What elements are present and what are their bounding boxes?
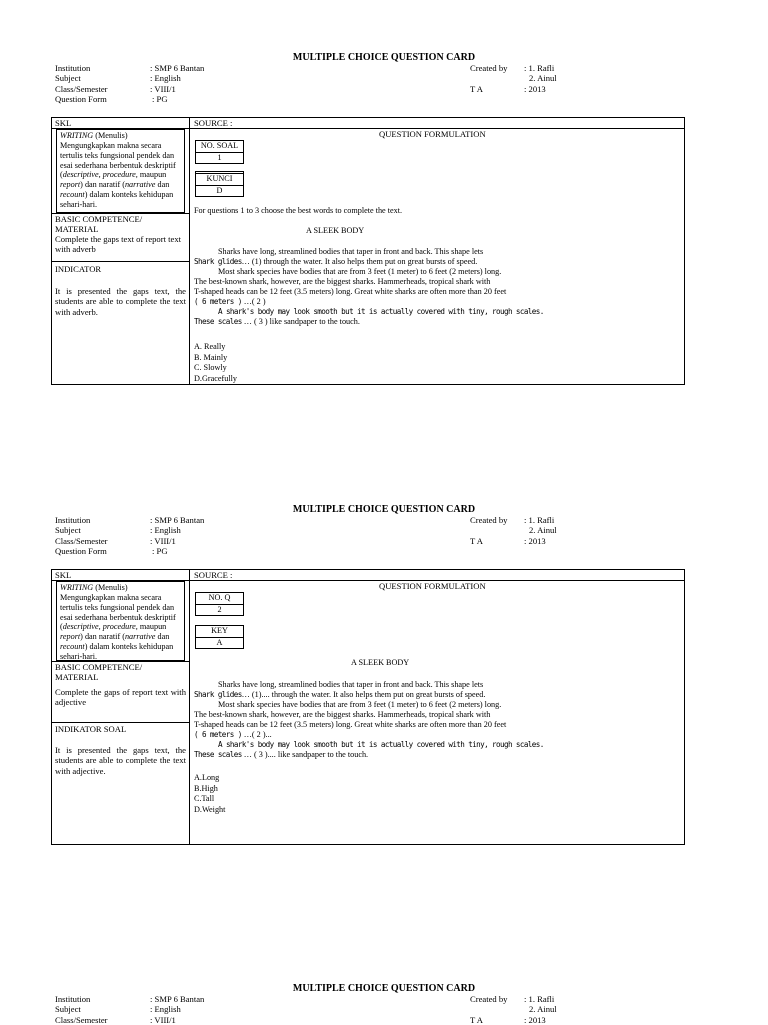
option-b: B. Mainly (194, 352, 228, 362)
skl-description: WRITING (Menulis) Mengungkapkan makna secara tertulis teks fungsional pendek dan esai sederhana berbentuk deskriptif (descriptive, procedure, maupun report) dan naratif (narrative dan recount) dalam konteks kehidupan sehari-hari. (56, 129, 185, 213)
handwritten-text: ( 6 meters ) (194, 730, 242, 739)
institution-value: : SMP 6 Bantan (150, 515, 205, 525)
question-number-value: 1 (196, 152, 243, 164)
source-label: SOURCE : (194, 118, 233, 128)
column-divider (189, 118, 190, 384)
created-by-label: Created by (470, 994, 508, 1004)
skl-label: SKL (55, 118, 72, 128)
passage-line (194, 740, 564, 750)
indicator-label: INDIKATOR SOAL (55, 724, 127, 734)
card-table (51, 569, 685, 845)
created-by-value-2: 2. Ainul (529, 525, 557, 536)
passage-line: Sharks have long, streamlined bodies that taper in front and back. This shape lets (218, 680, 484, 689)
passage-title: A SLEEK BODY (351, 658, 410, 667)
indicator-text: It is presented the gaps text, the students are able to complete the text with adverb. (55, 286, 186, 317)
created-by-label: Created by (470, 515, 508, 525)
created-by-label: Created by (470, 63, 508, 73)
ta-value: : 2013 (524, 83, 546, 94)
class-label: Class/Semester (55, 83, 108, 94)
basic-competence-label: BASIC COMPETENCE/ MATERIAL (55, 214, 143, 235)
passage-line: The best-known shark, however, are the biggest sharks. Hammerheads, tropical shark with (194, 710, 491, 719)
institution-label: Institution (55, 994, 91, 1004)
skl-label: SKL (55, 570, 72, 580)
subject-value: : English (150, 1004, 181, 1015)
option-d: D.Weight (194, 804, 226, 814)
passage-title: A SLEEK BODY (306, 226, 365, 235)
answer-key-box (195, 625, 244, 649)
answer-key-label: KEY (211, 626, 228, 635)
question-number-box (195, 140, 244, 164)
answer-options (194, 342, 554, 384)
card-title: MULTIPLE CHOICE QUESTION CARD (292, 52, 476, 63)
handwritten-text: These scales (194, 317, 242, 326)
option-b: B.High (194, 783, 218, 793)
skl-writing: WRITING (60, 131, 94, 140)
class-label: Class/Semester (55, 1014, 108, 1025)
basic-competence-text: Complete the gaps of report text with adjective (55, 687, 186, 708)
created-by-value-1: : 1. Rafli (524, 994, 555, 1004)
ta-label: T A (470, 83, 483, 94)
subject-label: Subject (55, 73, 81, 84)
passage-line: The best-known shark, however, are the biggest sharks. Hammerheads, tropical shark with (194, 277, 491, 286)
passage-line: Most shark species have bodies that are from 3 feet (1 meter) to 6 feet (2 meters) long. (218, 700, 502, 709)
question-form-value: : PG (152, 546, 168, 557)
passage-text (194, 247, 564, 327)
ta-value: : 2013 (524, 535, 546, 546)
passage-line: Shark glides… (1) through the water. It also helps them put on great bursts of speed. (194, 257, 478, 266)
created-by-value-1: : 1. Rafli (524, 63, 555, 73)
card-title: MULTIPLE CHOICE QUESTION CARD (292, 983, 476, 994)
indicator-label: INDICATOR (55, 264, 102, 274)
passage-line: ( 6 meters ) …( 2 ) (194, 297, 266, 306)
subject-label: Subject (55, 1004, 81, 1015)
option-a: A.Long (194, 773, 220, 782)
question-form-value: : PG (152, 94, 168, 105)
option-c: C.Tall (194, 794, 215, 804)
card-title: MULTIPLE CHOICE QUESTION CARD (292, 504, 476, 515)
ta-label: T A (470, 1014, 483, 1025)
passage-line: These scales … ( 3 ) like sandpaper to the touch. (194, 317, 360, 326)
passage-line: Shark glides… (1).... through the water. It also helps them put on great bursts of speed. (194, 690, 486, 699)
basic-competence-label: BASIC COMPETENCE/ MATERIAL (55, 662, 143, 683)
handwritten-text: Shark glides (194, 690, 242, 699)
class-value: : VIII/1 (150, 535, 176, 546)
institution-label: Institution (55, 63, 91, 73)
ta-label: T A (470, 535, 483, 546)
question-number-value: 2 (196, 604, 243, 616)
option-c: C. Slowly (194, 363, 227, 373)
handwritten-text: ( 6 meters ) (194, 297, 242, 306)
created-by-value-2: 2. Ainul (529, 1004, 557, 1015)
created-by-value-2: 2. Ainul (529, 73, 557, 84)
handwritten-text: A shark's body may look smooth but it is actually covered with tiny, rough scales. (218, 740, 544, 749)
question-form-label: Question Form (55, 546, 107, 557)
question-form-label: Question Form (55, 94, 107, 105)
passage-line: T-shaped heads can be 12 feet (3.5 meters) long. Great white sharks are often more than 20 feet (194, 287, 507, 296)
institution-value: : SMP 6 Bantan (150, 994, 205, 1004)
option-d: D.Gracefully (194, 373, 237, 383)
answer-key-value: A (196, 637, 243, 649)
passage-text (194, 680, 564, 760)
question-number-label: NO. SOAL (200, 141, 239, 150)
basic-competence-text: Complete the gaps text of report text with adverb (55, 234, 182, 255)
answer-key-box (195, 173, 244, 197)
passage-line: ( 6 meters ) …( 2 )... (194, 730, 272, 739)
instruction-text: For questions 1 to 3 choose the best words to complete the text. (194, 206, 403, 215)
ta-value: : 2013 (524, 1014, 546, 1025)
passage-line: T-shaped heads can be 12 feet (3.5 meters) long. Great white sharks are often more than 20 feet (194, 720, 507, 729)
passage-line (194, 307, 564, 317)
option-a: A. Really (194, 342, 226, 351)
created-by-value-1: : 1. Rafli (524, 515, 555, 525)
column-divider (189, 570, 190, 844)
source-label: SOURCE : (194, 570, 233, 580)
answer-key-label: KUNCI (206, 174, 233, 183)
class-value: : VIII/1 (150, 1014, 176, 1025)
handwritten-text: A shark's body may look smooth but it is actually covered with tiny, rough scales. (218, 307, 544, 316)
section-divider (52, 261, 189, 262)
question-number-box (195, 592, 244, 616)
card-table (51, 117, 685, 385)
passage-line: Most shark species have bodies that are from 3 feet (1 meter) to 6 feet (2 meters) long. (218, 267, 502, 276)
class-label: Class/Semester (55, 535, 108, 546)
handwritten-text: These scales (194, 750, 242, 759)
handwritten-text: Shark glides (194, 257, 242, 266)
subject-value: : English (150, 73, 181, 84)
indicator-text: It is presented the gaps text, the students are able to complete the text with adjective. (55, 745, 186, 776)
skl-description: WRITING (Menulis) Mengungkapkan makna secara tertulis teks fungsional pendek dan esai sederhana berbentuk deskriptif (descriptive, procedure, maupun report) dan naratif (narrative dan recount) dalam konteks kehidupan sehari-hari. (56, 581, 185, 661)
answer-key-value: D (196, 185, 243, 197)
question-formulation-label: QUESTION FORMULATION (379, 129, 486, 139)
section-divider (52, 722, 189, 723)
question-number-label: NO. Q (208, 593, 231, 602)
institution-value: : SMP 6 Bantan (150, 63, 205, 73)
question-formulation-label: QUESTION FORMULATION (379, 581, 486, 591)
passage-line: Sharks have long, streamlined bodies that taper in front and back. This shape lets (218, 247, 484, 256)
answer-options (194, 773, 554, 815)
passage-line: These scales … ( 3 ).... like sandpaper to the touch. (194, 750, 369, 759)
subject-label: Subject (55, 525, 81, 536)
institution-label: Institution (55, 515, 91, 525)
subject-value: : English (150, 525, 181, 536)
class-value: : VIII/1 (150, 83, 176, 94)
skl-writing: WRITING (60, 583, 94, 592)
